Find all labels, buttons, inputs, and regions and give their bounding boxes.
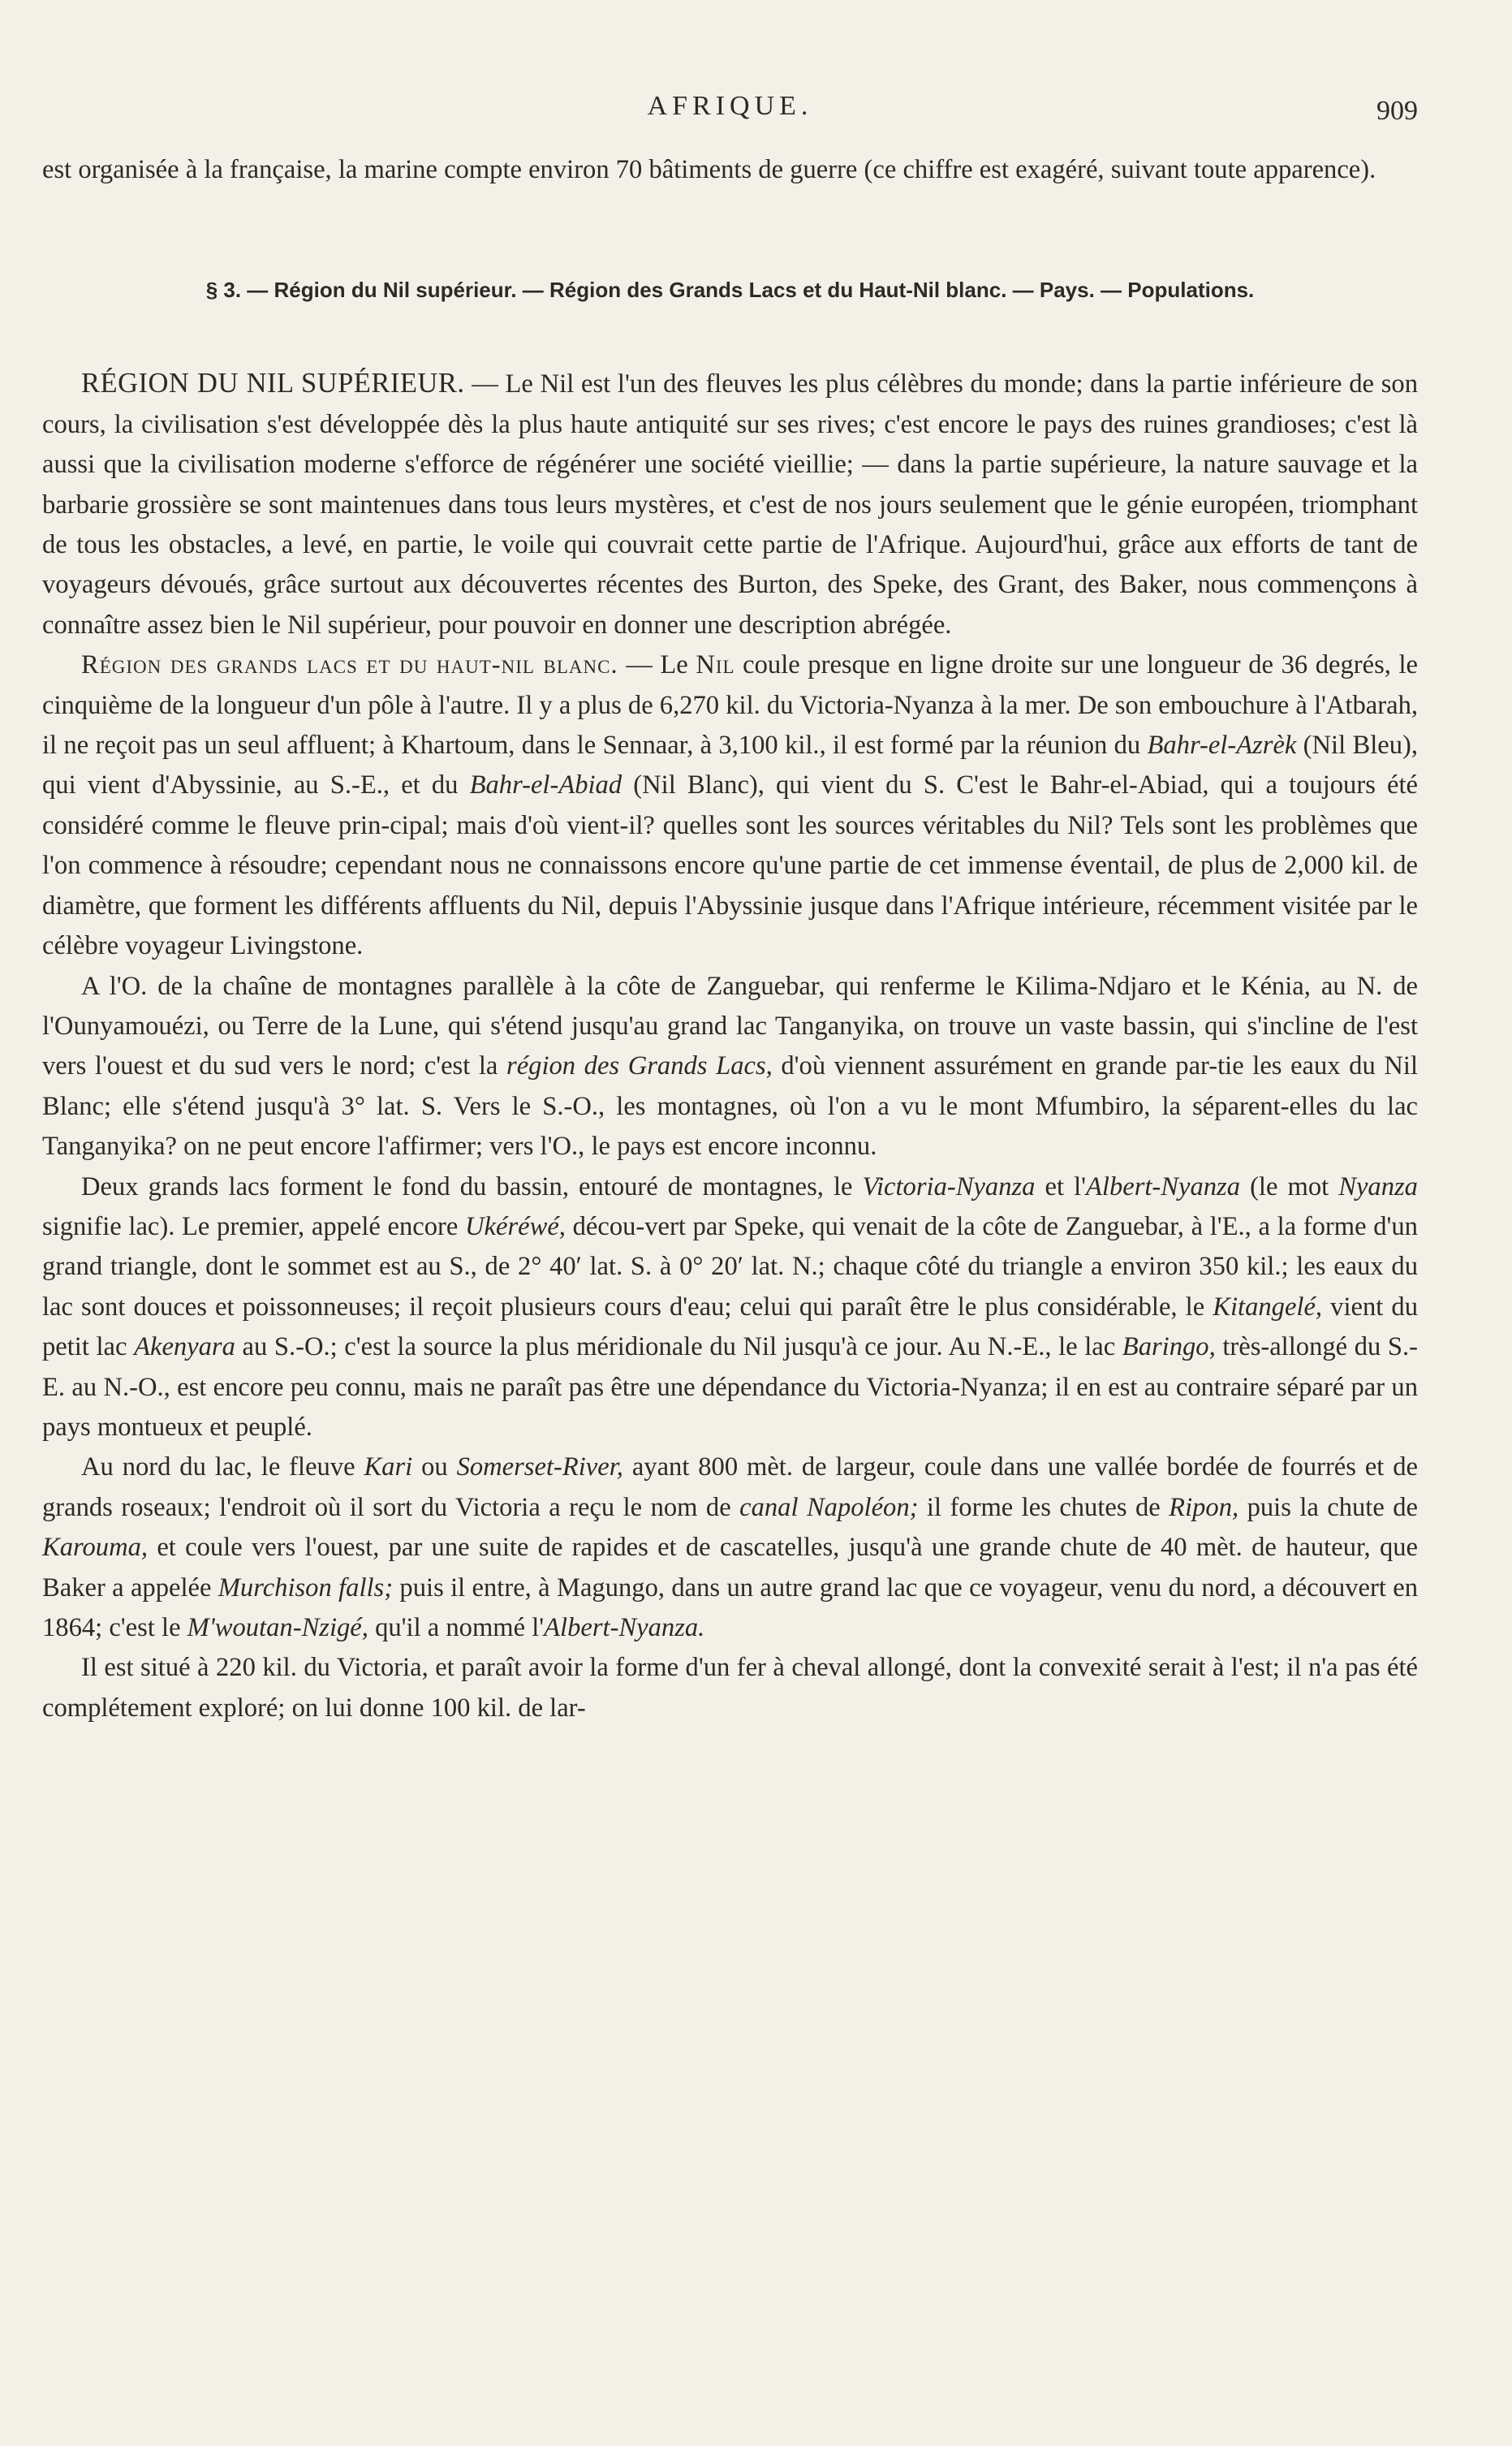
paragraph-bassin (42, 967, 1418, 1167)
region-title-nil-superieur: RÉGION DU NIL SUPÉRIEUR. (81, 368, 465, 399)
italic-term-albert-nyanza-2: Albert-Nyanza. (544, 1613, 705, 1642)
paragraph-region-nil-superieur (42, 364, 1418, 645)
paragraph-au-nord-du-lac (42, 1447, 1418, 1648)
italic-term-ripon: Ripon, (1169, 1492, 1239, 1522)
section-heading: § 3. — Région du Nil supérieur. — Région des Grands Lacs et du Haut-Nil blanc. — Pays. — Populations. (205, 278, 1255, 303)
text-run: A l'O. de la chaîne de montagnes parallèle à la côte de Zanguebar, qui renferme le Kilima-Ndjaro et le Kénia, au N. de l'Ounyamouézi, ou Terre de la Lune, qui s'étend jusqu'au grand lac Tanganyika, on trouve un vaste bassin, qui s'incline de l'est vers l'ouest et du sud vers le nord; c'est la (42, 971, 1418, 1081)
text-run: au S.-O.; c'est la source la plus méridionale du Nil jusqu'à ce jour. Au N.-E., le lac (235, 1332, 1122, 1362)
italic-term-canal-napoleon: canal Napoléon; (739, 1492, 919, 1522)
paragraph-deux-grands-lacs (42, 1167, 1418, 1448)
italic-term-karouma: Karouma, (42, 1533, 149, 1563)
text-run: (le mot (1240, 1171, 1339, 1201)
nil-smallcaps: Nil (696, 650, 735, 680)
text-run: (Nil Bleu), qui vient d'Abyssinie, au S.-E., et du (42, 731, 1418, 800)
text-run: signifie lac). Le premier, appelé encore (42, 1211, 466, 1241)
text-run: il forme les chutes de (918, 1492, 1170, 1522)
text-run: puis la chute de (1238, 1492, 1419, 1522)
paragraph-il-est-situe: Il est situé à 220 kil. du Victoria, et paraît avoir la forme d'un fer à cheval allongé, dont la convexité serait à l'est; il n'a pas été complétement exploré; on lui donne 100 kil. de lar- (42, 1653, 1418, 1723)
paragraph-intro: est organisée à la française, la marine compte environ 70 bâtiments de guerre (ce chiffre est exagéré, suivant toute apparence). (42, 155, 1376, 184)
italic-term-mwoutan-nzige: M'woutan-Nzigé, (187, 1613, 368, 1642)
page-header (42, 91, 1418, 140)
region-title-grands-lacs: Région des grands lacs et du haut-nil blanc. (81, 650, 618, 680)
running-title: AFRIQUE. (647, 91, 813, 121)
italic-term-albert-nyanza: Albert-Nyanza (1086, 1171, 1241, 1201)
text-run: ayant 800 mèt. de largeur, coule dans une vallée bordée de fourrés et de grands roseaux; l'endroit où il sort du Victoria a reçu le nom de (42, 1452, 1418, 1522)
text-run: Au nord du lac, le fleuve (81, 1452, 364, 1482)
italic-term-murchison-falls: Murchison falls; (218, 1572, 394, 1603)
italic-term-region-grands-lacs: région des Grands Lacs, (506, 1051, 773, 1081)
italic-term-nyanza: Nyanza (1338, 1171, 1418, 1201)
italic-term-ukerewe: Ukéréwé, (465, 1211, 566, 1241)
italic-term-kitangele: Kitangelé, (1213, 1292, 1323, 1322)
page-number: 909 (1376, 96, 1418, 126)
text-run: vient du petit lac (42, 1292, 1418, 1362)
italic-term-somerset-river: Somerset-River, (456, 1452, 623, 1482)
text-run: (Nil Blanc), qui vient du S. C'est le Bahr-el-Abiad, qui a toujours été considéré comme le fleuve prin-cipal; mais d'où vient-il? quelles sont les sources véritables du Nil? Tels sont les problèmes que l'on commence à résoudre; cependant nous ne connaissons encore qu'une partie de cet immense éventail, de plus de 2,000 kil. de diamètre, que forment les différents affluents du Nil, depuis l'Abyssinie jusque dans l'Afrique intérieure, récemment visitée par le célèbre voyageur Livingstone. (42, 770, 1418, 961)
italic-term-bahr-el-azrek: Bahr-el-Azrèk (1147, 731, 1297, 761)
text-run: Deux grands lacs forment le fond du bassin, entouré de montagnes, le (81, 1171, 863, 1201)
text-run: et coule vers l'ouest, par une suite de rapides et de cascatelles, jusqu'à une grande chute de 40 mèt. de hauteur, que Baker a appelée (42, 1533, 1418, 1603)
paragraph-text: — Le Nil est l'un des fleuves les plus célèbres du monde; dans la partie inférieure de son cours, la civilisation s'est développée dès la plus haute antiquité sur ses rives; c'est encore le pays des ruines grandioses; c'est là aussi que la civilisation moderne s'efforce de régénérer une société vieillie; — dans la partie supérieure, la nature sauvage et la barbarie grossière se sont maintenues dans tous leurs mystères, et c'est de nos jours seulement que le génie européen, triomphant de tous les obstacles, a levé, en partie, le voile qui couvrait cette partie de l'Afrique. Aujourd'hui, grâce aux efforts de tant de voyageurs dévoués, grâce surtout aux découvertes récentes des Burton, des Speke, des Grant, des Baker, nous commençons à connaître assez bien le Nil supérieur, pour pouvoir en donner une description abrégée. (42, 369, 1418, 640)
text-run: puis il entre, à Magungo, dans un autre grand lac que ce voyageur, venu du nord, a découvert en 1864; c'est le (42, 1572, 1418, 1642)
book-page (42, 0, 1418, 2446)
italic-term-baringo: Baringo, (1122, 1332, 1216, 1362)
italic-term-victoria-nyanza: Victoria-Nyanza (862, 1171, 1036, 1201)
text-run: coule presque en ligne droite sur une longueur de 36 degrés, le cinquième de la longueur d'un pôle à l'autre. Il y a plus de 6,270 kil. du Victoria-Nyanza à la mer. De son embouchure à l'Atbarah, il ne reçoit pas un seul affluent; à Khartoum, dans le Sennaar, à 3,100 kil., il est formé par la réunion du (42, 650, 1419, 761)
text-run: d'où viennent assurément en grande par-tie les eaux du Nil Blanc; elle s'étend jusqu'à 3° lat. S. Vers le S.-O., les montagnes, où l'on a vu le mont Mfumbiro, la séparent-elles du lac Tanganyika? on ne peut encore l'affirmer; vers l'O., le pays est encore inconnu. (42, 1051, 1418, 1162)
text-run: — Le (618, 650, 696, 680)
paragraph-grands-lacs (42, 645, 1418, 966)
text-run: ou (412, 1452, 457, 1482)
text-run: décou-vert par Speke, qui venait de la côte de Zanguebar, à l'E., a la forme d'un grand triangle, dont le sommet est au S., de 2° 40′ lat. S. à 0° 20′ lat. N.; chaque côté du triangle a environ 350 kil.; les eaux du lac sont douces et poissonneuses; il reçoit plusieurs cours d'eau; celui qui paraît être le plus considérable, le (42, 1211, 1418, 1322)
body-text (42, 150, 1418, 1728)
italic-term-akenyara: Akenyara (134, 1332, 235, 1362)
text-run: qu'il a nommé l' (368, 1613, 545, 1642)
italic-term-kari: Kari (364, 1452, 413, 1482)
italic-term-bahr-el-abiad: Bahr-el-Abiad (469, 770, 622, 800)
text-run: et l' (1035, 1171, 1086, 1201)
text-run: très-allongé du S.-E. au N.-O., est encore peu connu, mais ne paraît pas être une dépendance du Victoria-Nyanza; il en est au contraire séparé par un pays montueux et peuplé. (42, 1332, 1418, 1442)
